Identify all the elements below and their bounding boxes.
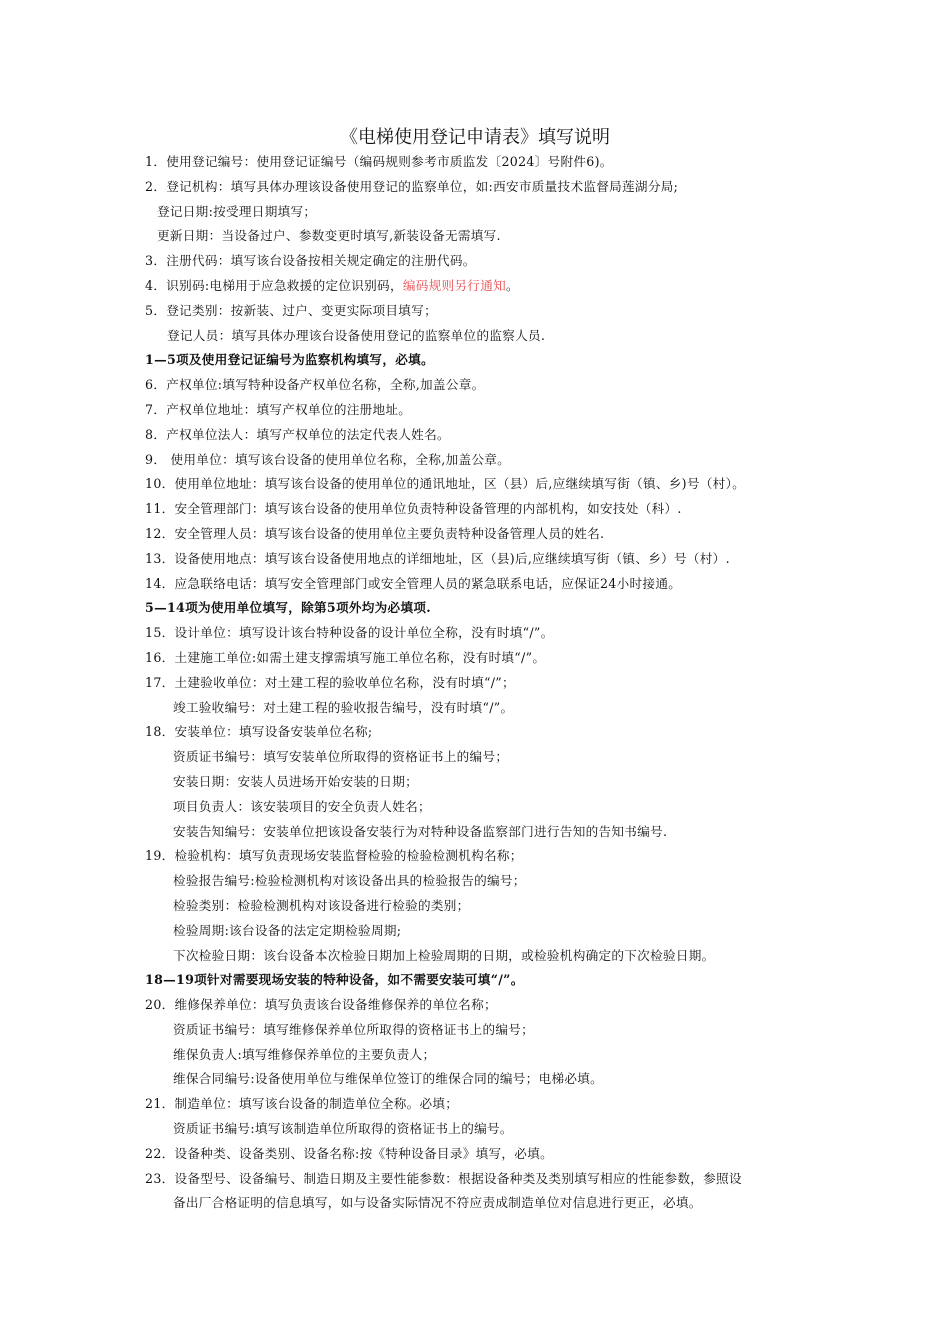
line-text: 维保合同编号:设备使用单位与维保单位签订的维保合同的编号；电梯必填。 [173,1071,604,1087]
line-text: 21．制造单位：填写该台设备的制造单位全称。必填； [145,1096,459,1112]
instruction-line [0,249,950,274]
instruction-line [0,944,950,969]
instruction-line [0,993,950,1018]
line-text: 9． 使用单位：填写该台设备的使用单位名称，全称,加盖公章。 [145,451,511,467]
line-text: 备出厂合格证明的信息填写，如与设备实际情况不符应责成制造单位对信息进行更正，必填。 [173,1195,702,1211]
instruction-line [0,1092,950,1117]
instruction-list [0,150,950,1216]
line-text: 10．使用单位地址：填写该台设备的使用单位的通讯地址，区（县）后,应继续填写街（镇、乡)号（村）。 [145,476,746,492]
instruction-line [0,423,950,448]
line-text: 22．设备种类、设备类别、设备名称:按《特种设备目录》填写，必填。 [145,1145,553,1161]
instruction-line [0,621,950,646]
line-text: 5—14项为使用单位填写，除第5项外均为必填项. [145,600,431,616]
line-text: 7．产权单位地址：填写产权单位的注册地址。 [145,401,412,417]
instruction-line [0,472,950,497]
line-text: 11．安全管理部门：填写该台设备的使用单位负责特种设备管理的内部机构，如安技处（科）. [145,501,682,517]
section-note [0,596,950,621]
section-note [0,348,950,373]
instruction-line [0,795,950,820]
instruction-line [0,844,950,869]
line-text: 资质证书编号：填写维修保养单位所取得的资格证书上的编号； [173,1021,535,1037]
line-text: 检验周期:该台设备的法定定期检验周期; [173,922,402,938]
line-text: 登记人员：填写具体办理该台设备使用登记的监察单位的监察人员. [167,327,546,343]
instruction-line [0,894,950,919]
line-text-tail: 。 [506,277,519,293]
line-text: 14．应急联络电话：填写安全管理部门或安全管理人员的紧急联系电话，应保证24小时接通。 [145,575,682,591]
instruction-line [0,720,950,745]
line-text: 23．设备型号、设备编号、制造日期及主要性能参数：根据设备种类及类别填写相应的性能参数，参照设 [145,1170,742,1186]
line-text: 项目负责人：该安装项目的安全负责人姓名； [173,798,431,814]
instruction-line [0,522,950,547]
line-text: 13．设备使用地点：填写该台设备使用地点的详细地址，区（县)后,应继续填写街（镇、乡）号（村）. [145,550,730,566]
line-text: 安装告知编号：安装单位把该设备安装行为对特种设备监察部门进行告知的告知书编号. [173,823,668,839]
line-text: 6．产权单位:填写特种设备产权单位名称，全称,加盖公章。 [145,377,485,393]
instruction-line [0,1117,950,1142]
line-text: 资质证书编号:填写该制造单位所取得的资格证书上的编号。 [173,1121,513,1137]
line-text: 2．登记机构：填写具体办理该设备使用登记的监察单位，如:西安市质量技术监督局莲湖分局; [145,178,679,194]
line-text: 18—19项针对需要现场安装的特种设备，如不需要安装可填“/”。 [145,972,524,988]
instruction-line [0,448,950,473]
instruction-line [0,820,950,845]
line-text: 下次检验日期：该台设备本次检验日期加上检验周期的日期，或检验机构确定的下次检验日期。 [173,947,715,963]
instruction-line [0,274,950,299]
instruction-line [0,696,950,721]
instruction-line [0,671,950,696]
line-text: 资质证书编号：填写安装单位所取得的资格证书上的编号； [173,749,509,765]
instruction-line [0,1043,950,1068]
highlighted-note: 编码规则另行通知 [402,277,506,293]
instruction-line [0,572,950,597]
instruction-line [0,1191,950,1216]
line-text: 3．注册代码：填写该台设备按相关规定确定的注册代码。 [145,253,476,269]
instruction-line [0,299,950,324]
instruction-line [0,398,950,423]
instruction-line [0,646,950,671]
instruction-line [0,200,950,225]
document-title: 《电梯使用登记申请表》填写说明 [340,127,610,148]
line-text: 1—5项及使用登记证编号为监察机构填写，必填。 [145,352,434,368]
line-text: 4．识别码:电梯用于应急救援的定位识别码， [145,277,403,293]
line-text: 8．产权单位法人：填写产权单位的法定代表人姓名。 [145,426,450,442]
line-text: 更新日期：当设备过户、参数变更时填写,新装设备无需填写. [157,228,501,244]
instruction-line [0,1067,950,1092]
line-text: 5．登记类别：按新装、过户、变更实际项目填写； [145,302,437,318]
instruction-line [0,1018,950,1043]
instruction-line [0,497,950,522]
instruction-line [0,745,950,770]
instruction-line [0,770,950,795]
line-text: 竣工验收编号：对土建工程的验收报告编号，没有时填“/”。 [173,699,514,715]
line-text: 1．使用登记编号：使用登记证编号（编码规则参考市质监发〔2024〕号附件6)。 [145,154,613,169]
instruction-line [0,919,950,944]
instruction-line [0,869,950,894]
section-note [0,968,950,993]
line-text: 检验报告编号:检验检测机构对该设备出具的检验报告的编号； [173,873,526,889]
instruction-line [0,1142,950,1167]
instruction-line [0,1167,950,1192]
line-text: 登记日期:按受理日期填写； [157,203,317,219]
line-text: 19．检验机构：填写负责现场安装监督检验的检验检测机构名称； [145,848,523,864]
line-text: 17．土建验收单位：对土建工程的验收单位名称，没有时填“/”； [145,674,515,690]
line-text: 16．土建施工单位:如需土建支撑需填写施工单位名称，没有时填“/”。 [145,649,546,665]
instruction-line [0,224,950,249]
instruction-line [0,547,950,572]
instruction-line [0,373,950,398]
line-text: 12．安全管理人员：填写该台设备的使用单位主要负责特种设备管理人员的姓名. [145,525,605,541]
line-text: 20．维修保养单位：填写负责该台设备维修保养的单位名称； [145,997,497,1013]
line-text: 检验类别：检验检测机构对该设备进行检验的类别； [173,897,470,913]
instruction-line [0,150,950,175]
line-text: 维保负责人:填写维修保养单位的主要负责人； [173,1046,436,1062]
instruction-line [0,324,950,349]
instruction-line [0,175,950,200]
line-text: 18．安装单位：填写设备安装单位名称; [145,724,373,740]
line-text: 15．设计单位：填写设计该台特种设备的设计单位全称，没有时填“/”。 [145,625,554,641]
line-text: 安装日期：安装人员进场开始安装的日期； [173,773,418,789]
